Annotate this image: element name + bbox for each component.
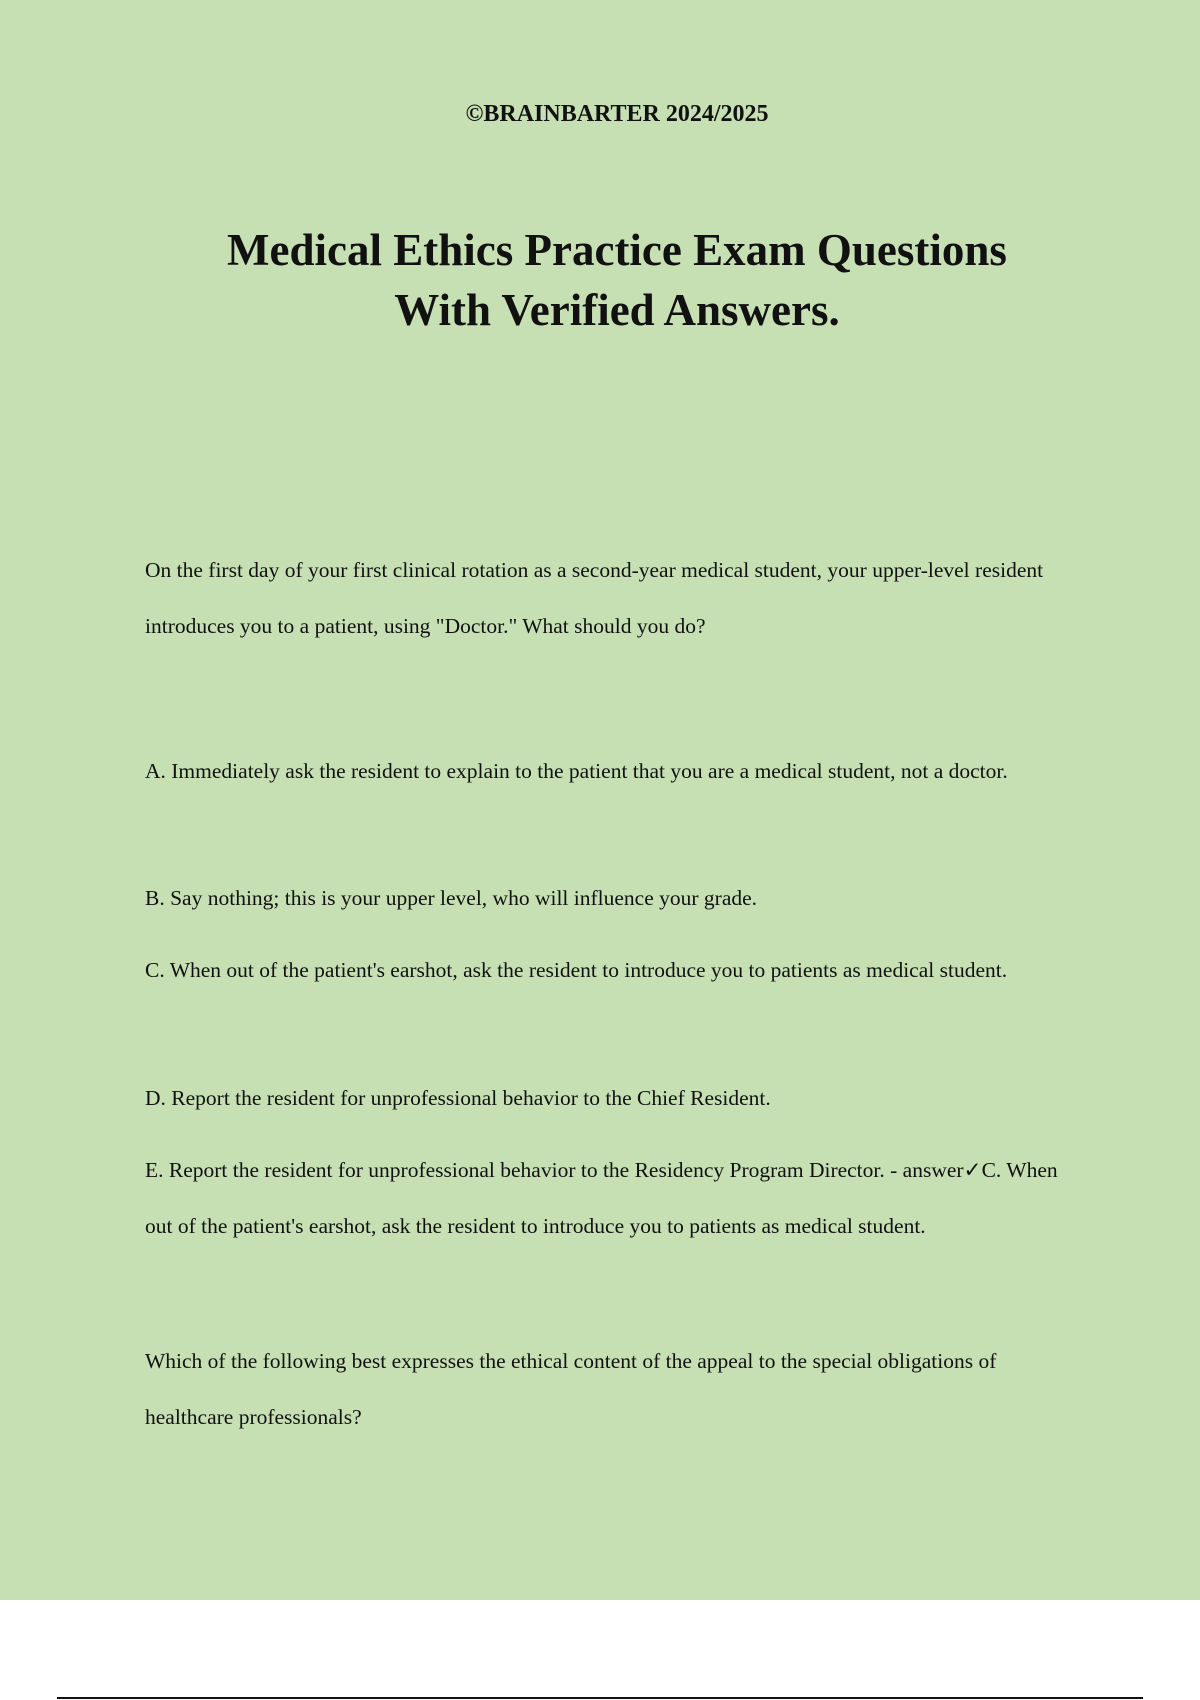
question-1-option-b: B. Say nothing; this is your upper level, who will influence your grade. — [145, 886, 758, 910]
copyright-header: ©BRAINBARTER 2024/2025 — [465, 101, 769, 127]
question-1-text: On the first day of your first clinical rotation as a second-year medical student, your upper-level resident introduces you to a patient, using "Doctor." What should you do? — [145, 558, 1044, 638]
title-line-1: Medical Ethics Practice Exam Questions — [227, 225, 1007, 275]
question-1-option-a: A. Immediately ask the resident to explain to the patient that you are a medical student, not a doctor. — [145, 759, 1008, 783]
question-2-text: Which of the following best expresses the ethical content of the appeal to the special obligations of healthcare professionals? — [145, 1349, 997, 1429]
question-1-option-c: C. When out of the patient's earshot, ask the resident to introduce you to patients as medical student. — [145, 958, 1008, 982]
title-line-2: With Verified Answers. — [394, 285, 840, 335]
question-1-option-d: D. Report the resident for unprofessional behavior to the Chief Resident. — [145, 1086, 771, 1110]
document-title — [0, 220, 1200, 340]
question-1-option-e-with-answer: E. Report the resident for unprofessional behavior to the Residency Program Director. - answer✓C. When out of the patient's earshot, ask the resident to introduce you to patients as medical student. — [145, 1158, 1058, 1238]
footer-divider — [57, 1697, 1143, 1699]
